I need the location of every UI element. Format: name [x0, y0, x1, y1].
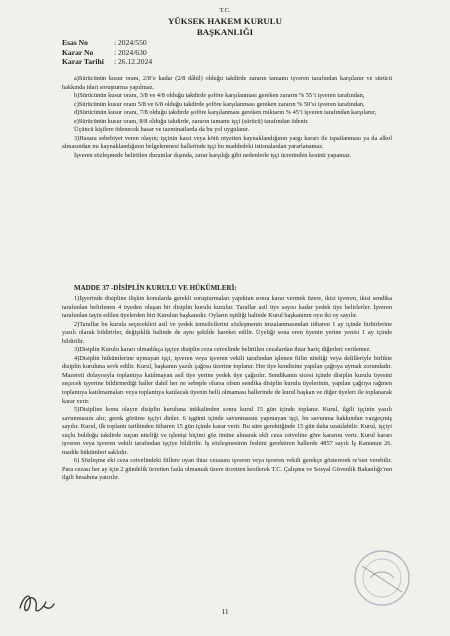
- body-text-bottom: [62, 295, 392, 483]
- paragraph: 3)Hasara sebebiyet veren olayın; işçinin kasıt veya kötü niyetten kaynaklandığının yargı kararı ile ispatlanması ya da alkol almasından mı kaynaklandığının belgelenmesi hallerinde işçi bu maddedeki istisnalardan yararlanamaz.: [62, 134, 392, 151]
- paragraph: e)Sürücünün kusur oranı, 8/8 olduğu takdirde, zararın tamamı işçi (sürücü) tarafından ödenir.: [74, 117, 309, 125]
- meta-label: Esas No: [62, 38, 88, 47]
- header-tc: T.C.: [219, 7, 231, 14]
- paragraph: 6) Sözleşme eki ceza cetvelindeki fiillere uyan ihtar cezasını işveren veya işveren vekili gerekçe göstererek re’sen verebilir. Para cezası her ay için 2 gündelik ücretten fazla olmamak üzere ücretten kesilerek T.C. Çalışma ve Sosyal Güvenlik Bakanlığı’nın ilgili hesabına yatırılır.: [62, 457, 392, 482]
- meta-row-tarih: [62, 57, 152, 67]
- header-subtitle: BAŞKANLIĞI: [196, 27, 254, 37]
- paragraph: İşveren sözleşmede belirtilen durumlar dışında, zarar karşılığı gibi nedenlerle işçi ücretinden kesinti yapamaz.: [74, 151, 352, 159]
- paragraph: 2)Taraflar bu kurula seçecekleri asil ve yedek temsilcilerini sözleşmenin imzalanmasından itibaren 1 ay içinde birbirlerine yazılı olarak bildirirler, değişiklik halinde de aynı şekilde hareket edilir. Üyeliği sona eren üyenin yerine yenisi 1 ay içinde bildirilir.: [62, 320, 392, 345]
- page-number: 11: [221, 607, 229, 616]
- paragraph: a)Sürücünün kusur oranı, 2/8’e kadar (2/8 dâhil) olduğu takdirde zararın tamamı işveren tarafından karşılanır ve sürücü hakkında idari soruşturma yapılmaz.: [62, 75, 392, 91]
- paragraph: 4)Disiplin hükümlerine uymayan işçi, işveren veya işveren vekili tarafından işlenen fiilin niteliği veya delilleriyle birlikte disiplin kuruluna sevk edilir. Kurul, başkanın yazılı çağrısı üzerine toplanır. Her üye kendisine yapılan çağrıya uymak zorundadır. Mazereti dolayısıyla toplantıya katılmayan asil üye yerine yedek üye çağırılır. Sendikanın sicesi içinde disiplin kurulu üyesini seçecek işyerine bildirmediği haller dahil her ne sebeple olursa olsun sendika disiplin kurulu üyelerinin, yapılan çağrıya rağmen toplantıya katılmamaları veya toplantıya katılacak üyenin belli olmaması hallerinde de kurul başkan ve diğer üyeleri ile toplanarak karar verir.: [62, 354, 392, 405]
- paragraph: 3)Disiplin Kurulu kararı olmadıkça işçiye disiplin ceza cetvelinde belirtilen cezalardan ihtar hariç diğerleri verilemez.: [74, 346, 371, 354]
- section-heading: MADDE 37 -DİSİPLİN KURULU VE HÜKÜMLERİ:: [74, 284, 237, 292]
- meta-label: Karar No: [62, 47, 94, 57]
- header-title: YÜKSEK HAKEM KURULU: [168, 16, 282, 26]
- paragraph: 5)Disipline konu olayın disiplin kuruluna intikalinden sonra kurul 15 gün içinde toplanır. Kurul, ilgili işçinin yazılı savunmasını alır; gerek görürse işçiyi dinler. 6 işgünü içinde savunmasını yapmayan işçi, bu savunma hakkından vazgeçmiş sayılır. Kurul, ilk toplantı tarihinden itibaren 15 gün içinde karar verir. Bu süre gerektiğinde 15 gün daha uzatılabilir. Kurul, işçiyi suçlu bulduğu takdirde suçun niteliği ve işlenişi biçimi göz önüne alınarak ekli ceza cetveline göre kararını verir. Kurul kararı işveren veya işveren vekili tarafından işçiye bildirilir. İş sözleşmesinin feshini gerektiren hallerde 4857 sayılı İş Kanunun 26. madde hükümleri saklıdır.: [62, 406, 392, 456]
- meta-row-karar: [62, 48, 152, 58]
- body-text-top: [62, 75, 392, 160]
- meta-row-esas: [62, 38, 152, 48]
- paragraph: 1)İşyerinde disipline ilişkin konularda gerekli soruşturmaları yapıktan sonra karar vermek üzere, ikisi işveren, ikisi sendika tarafından belirlenen 4 üyeden oluşan bir disiplin kurulu kurulur. Taraflar asil üye sayısı kadar yedek üye belirlerler. İşveren tarafından tayin edilen üyelerden biri Kurulun başkanıdır. Oyların eşitliği halinde Kurul başkanının oyu iki oy sayılır.: [62, 295, 392, 320]
- meta-value: : 2024/550: [114, 38, 147, 47]
- paragraph: b)Sürücünün kusur oranı, 3/8 ve 4/8 olduğu takdirde şoföre karşılanması gereken zararın % 55’i işveren tarafından,: [74, 92, 365, 100]
- paragraph: Üçüncü kişilere ödenecek hasar ve tazminatlarda da bu yol uygulanır.: [74, 126, 250, 134]
- case-meta: [62, 38, 152, 67]
- meta-value: : 2024/630: [114, 47, 147, 57]
- official-stamp-icon: [352, 548, 412, 608]
- paragraph: d)Sürücünün kusur oranı, 7/8 olduğu takdirde şoföre karşılanması gereken miktarın % 45’i işveren tarafından karşılanır,: [74, 109, 377, 117]
- meta-label: Karar Tarihi: [62, 57, 104, 66]
- meta-value: : 26.12.2024: [114, 57, 153, 66]
- paragraph: c)Sürücünün kusur oranı 5/8 ve 6/8 olduğu takdirde şoföre karşılanması gereken zararın % 50’si işveren tarafından,: [74, 100, 365, 108]
